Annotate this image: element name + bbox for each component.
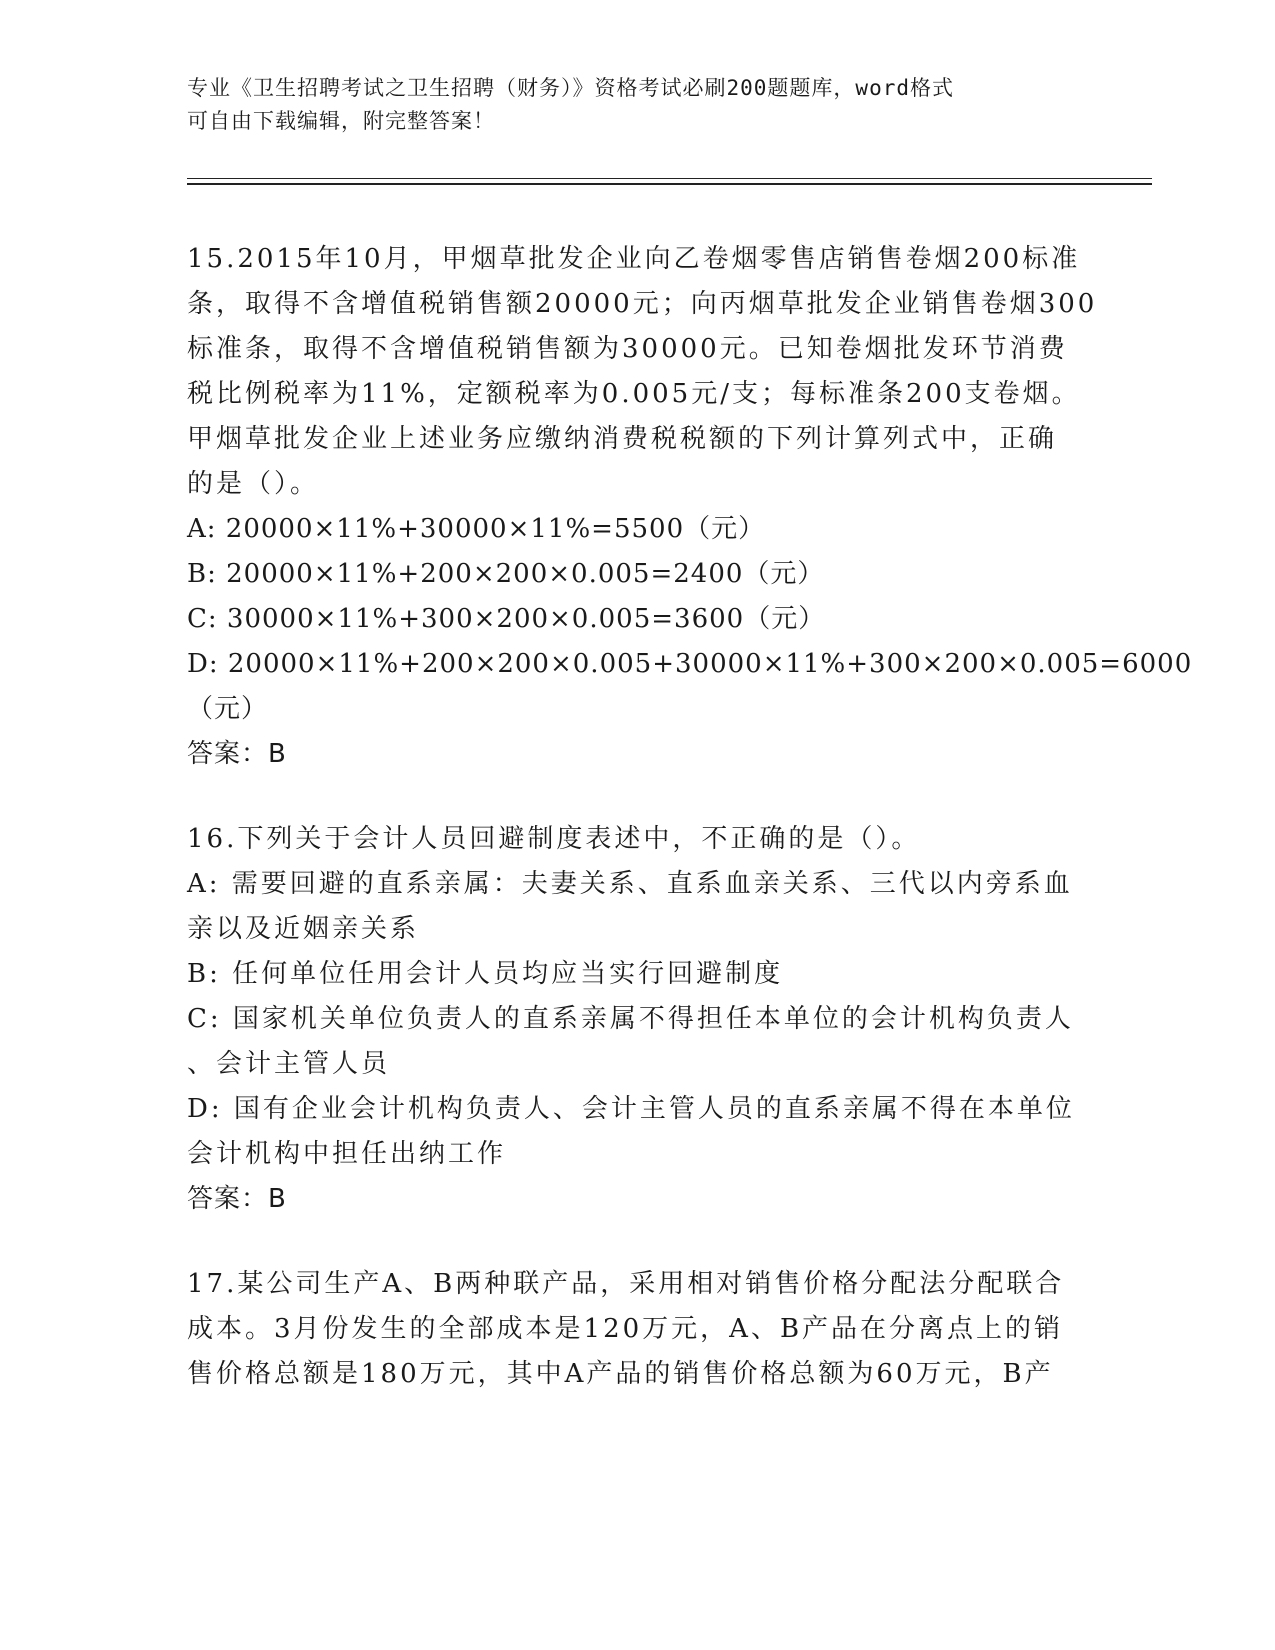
header-divider-thick xyxy=(187,183,1152,185)
option-d-continued: 会计机构中担任出纳工作 xyxy=(187,1139,507,1169)
question-17 xyxy=(187,1262,1087,1397)
question-stem-line: 16.下列关于会计人员回避制度表述中，不正确的是（）。 xyxy=(187,824,921,854)
option-b: B: 20000×11%+200×200×0.005=2400（元） xyxy=(187,559,825,589)
question-list xyxy=(187,237,1193,1437)
question-stem-line: 15.2015年10月，甲烟草批发企业向乙卷烟零售店销售卷烟200标准 xyxy=(187,244,1081,274)
option-d: D: 20000×11%+200×200×0.005+30000×11%+300×200×0.005=6000 xyxy=(187,649,1193,679)
question-stem-line: 17.某公司生产A、B两种联产品，采用相对销售价格分配法分配联合 xyxy=(187,1269,1065,1299)
answer-label: 答案：B xyxy=(187,739,287,769)
question-stem-line: 条，取得不含增值税销售额20000元；向丙烟草批发企业销售卷烟300 xyxy=(187,289,1098,319)
option-a: A: 需要回避的直系亲属：夫妻关系、直系血亲关系、三代以内旁系血 xyxy=(187,869,1073,899)
question-stem-line: 税比例税率为11%，定额税率为0.005元/支；每标准条200支卷烟。 xyxy=(187,379,1081,409)
page-header xyxy=(187,72,1067,138)
option-b: B: 任何单位任用会计人员均应当实行回避制度 xyxy=(187,959,784,989)
option-c-continued: 、会计主管人员 xyxy=(187,1049,391,1079)
question-stem-line: 成本。3月份发生的全部成本是120万元，A、B产品在分离点上的销 xyxy=(187,1314,1064,1344)
header-line-2: 可自由下载编辑，附完整答案！ xyxy=(187,109,495,133)
question-stem-line: 售价格总额是180万元，其中A产品的销售价格总额为60万元，B产 xyxy=(187,1359,1054,1389)
option-a-continued: 亲以及近姻亲关系 xyxy=(187,914,420,944)
option-c: C: 30000×11%+300×200×0.005=3600（元） xyxy=(187,604,826,634)
question-stem-line: 标准条，取得不含增值税销售额为30000元。已知卷烟批发环节消费 xyxy=(187,334,1068,364)
header-divider xyxy=(187,178,1152,179)
header-line-1: 专业《卫生招聘考试之卫生招聘（财务）》资格考试必刷200题题库，word格式 xyxy=(187,76,954,100)
option-a: A: 20000×11%+30000×11%=5500（元） xyxy=(187,514,766,544)
answer-label: 答案：B xyxy=(187,1184,287,1214)
option-d: D: 国有企业会计机构负责人、会计主管人员的直系亲属不得在本单位 xyxy=(187,1094,1075,1124)
question-16 xyxy=(187,817,1087,1222)
option-c: C: 国家机关单位负责人的直系亲属不得担任本单位的会计机构负责人 xyxy=(187,1004,1074,1034)
question-stem-line: 甲烟草批发企业上述业务应缴纳消费税税额的下列计算列式中，正确 xyxy=(187,424,1058,454)
question-15 xyxy=(187,237,1193,777)
option-d-continued: （元） xyxy=(187,694,269,724)
question-stem-line: 的是（）。 xyxy=(187,469,320,499)
